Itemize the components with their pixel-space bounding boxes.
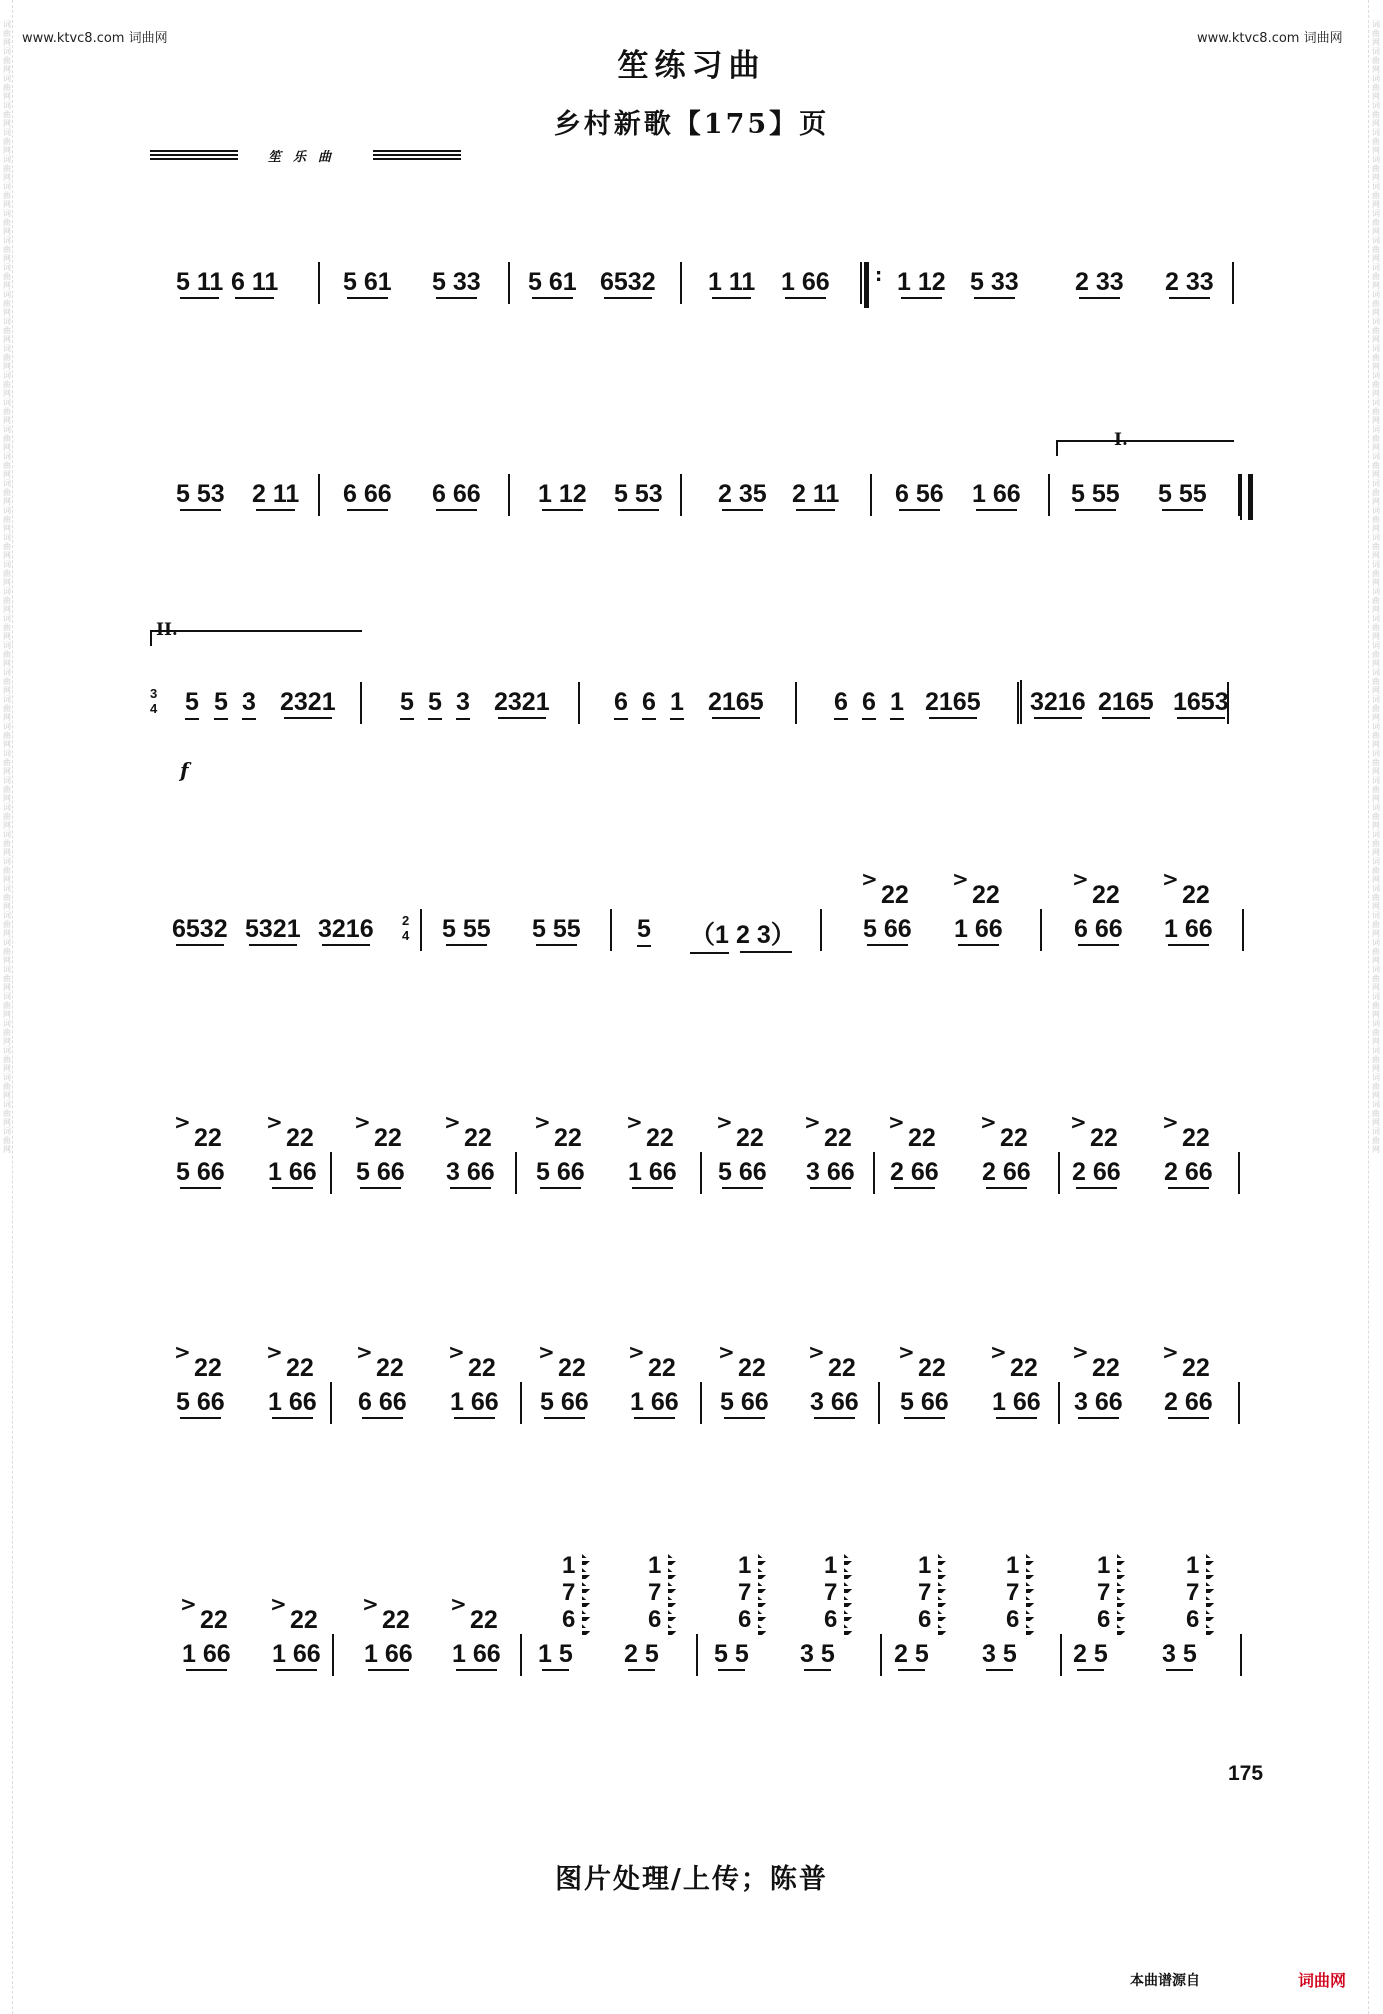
upper-note-group: 22 [470, 1606, 498, 1634]
note-group: 2 11 [252, 480, 300, 508]
barline [1048, 474, 1050, 516]
barline [680, 262, 682, 304]
note-group: 3 [456, 688, 470, 720]
accent-mark: > [808, 1340, 825, 1364]
note-group: 1 66 [450, 1388, 499, 1416]
note-group: 5 66 [536, 1158, 585, 1186]
accent-mark: > [952, 867, 969, 891]
note-group: 5 66 [720, 1388, 769, 1416]
note-group: 2 66 [1164, 1388, 1213, 1416]
barline [873, 1152, 875, 1194]
accent-mark: > [1162, 1340, 1179, 1364]
note-group: 1 66 [1164, 915, 1213, 943]
upper-note-group: 22 [464, 1124, 492, 1152]
barline [360, 682, 362, 724]
note-group: 6 66 [343, 480, 392, 508]
barline [508, 474, 510, 516]
note-group: 2165 [1098, 688, 1154, 716]
note-group: 5 66 [356, 1158, 405, 1186]
score-system [0, 1100, 1383, 1210]
ending-bracket [1056, 440, 1234, 456]
accent-mark: > [174, 1340, 191, 1364]
accent-mark: > [1162, 1110, 1179, 1134]
accent-mark: > [266, 1340, 283, 1364]
note-group: 3 66 [806, 1158, 855, 1186]
note-group: 2 33 [1075, 268, 1124, 296]
upper-note-group: 22 [286, 1124, 314, 1152]
note-group: 3 5 [800, 1640, 835, 1668]
site-name-right: 词曲网 [1303, 31, 1343, 46]
page-title: 笙练习曲 [617, 48, 766, 84]
note-group: 2321 [280, 688, 336, 716]
note-group: 5 5 [714, 1640, 749, 1668]
upper-note-group: 22 [646, 1124, 674, 1152]
upper-note-group: 22 [558, 1354, 586, 1382]
note-group: 2165 [925, 688, 981, 716]
note-group: 1 66 [268, 1388, 317, 1416]
section-mark: 笙乐曲 [268, 150, 344, 165]
ending-label: II. [156, 620, 178, 640]
barline [1242, 909, 1244, 951]
barline [578, 682, 580, 724]
note-group: 3216 [318, 915, 374, 943]
barline [1058, 1152, 1060, 1194]
upper-note-group: 22 [376, 1354, 404, 1382]
accent-mark: > [180, 1592, 197, 1616]
arpeggio-mark [1026, 1554, 1034, 1642]
note-group: 5 55 [442, 915, 491, 943]
accent-mark: > [266, 1110, 283, 1134]
score-system [0, 867, 1383, 985]
score-system [0, 1552, 1383, 1675]
source-brand-link[interactable]: 词曲网 [1298, 1971, 1347, 1990]
note-group: 1 66 [268, 1158, 317, 1186]
upper-note-group: 22 [918, 1354, 946, 1382]
left-rule-decoration [150, 150, 238, 162]
note-group: 6532 [600, 268, 656, 296]
note-group: 5 11 [176, 268, 224, 296]
barline [1238, 1382, 1240, 1424]
arpeggio-mark [758, 1554, 766, 1642]
note-group: 3 66 [446, 1158, 495, 1186]
accent-mark: > [898, 1340, 915, 1364]
barline [520, 1634, 522, 1676]
page-number: 175 [1228, 1762, 1264, 1785]
ending-label: I. [1114, 430, 1128, 450]
note-group: 1 66 [272, 1640, 321, 1668]
chord-stack: 1 7 6 [1097, 1552, 1111, 1633]
upper-note-group: 22 [908, 1124, 936, 1152]
note-group: 2 5 [1073, 1640, 1108, 1668]
chord-stack: 1 7 6 [738, 1552, 752, 1633]
barline [680, 474, 682, 516]
barline [610, 909, 612, 951]
section-header [150, 146, 461, 165]
barline [318, 474, 320, 516]
upper-note-group: 22 [738, 1354, 766, 1382]
accent-mark: > [448, 1340, 465, 1364]
note-group: 6 [614, 688, 628, 720]
repeat-dots: : [875, 265, 887, 286]
note-group: 1653 [1173, 688, 1229, 716]
dynamic-mark: f [180, 758, 189, 782]
note-group: 5 66 [863, 915, 912, 943]
accent-mark: > [990, 1340, 1007, 1364]
note-group: 5 66 [900, 1388, 949, 1416]
barline [508, 262, 510, 304]
note-group: 1 66 [781, 268, 830, 296]
note-group: 1 66 [452, 1640, 501, 1668]
note-group: 1 66 [954, 915, 1003, 943]
page-subtitle: 乡村新歌【175】页 [553, 109, 830, 140]
note-group: 5 66 [540, 1388, 589, 1416]
note-group: 1 12 [897, 268, 946, 296]
note-group: 2 35 [718, 480, 767, 508]
note-group: 1 66 [364, 1640, 413, 1668]
note-group: 5 55 [532, 915, 581, 943]
note-group: 6 66 [358, 1388, 407, 1416]
note-group: 2 66 [982, 1158, 1031, 1186]
note-group: 5 53 [176, 480, 225, 508]
note-group: 2321 [494, 688, 550, 716]
barline [1238, 1152, 1240, 1194]
note-group: 1 5 [538, 1640, 573, 1668]
accent-mark: > [888, 1110, 905, 1134]
note-group: 1 12 [538, 480, 587, 508]
upload-credit: 图片处理/上传；陈普 [555, 1864, 828, 1895]
site-url-left[interactable]: www.ktvc8.com [22, 31, 125, 46]
barline [700, 1382, 702, 1424]
accent-mark: > [626, 1110, 643, 1134]
note-group: 5 55 [1071, 480, 1120, 508]
barline [332, 1634, 334, 1676]
barline [330, 1382, 332, 1424]
site-name-left: 词曲网 [128, 31, 168, 46]
accent-mark: > [980, 1110, 997, 1134]
barline [1017, 682, 1019, 724]
barline [700, 1152, 702, 1194]
note-group: 6 11 [231, 268, 279, 296]
site-url-right[interactable]: www.ktvc8.com [1197, 31, 1300, 46]
upper-note-group: 22 [828, 1354, 856, 1382]
accent-mark: > [716, 1110, 733, 1134]
note-group: 5 [214, 688, 228, 720]
chord-stack: 1 7 6 [824, 1552, 838, 1633]
accent-mark: > [1162, 867, 1179, 891]
barline [880, 1634, 882, 1676]
chord-stack: 1 7 6 [1006, 1552, 1020, 1633]
accent-mark: > [628, 1340, 645, 1364]
note-group: 5 53 [614, 480, 663, 508]
note-group: 5 66 [176, 1388, 225, 1416]
note-group: 5 [428, 688, 442, 720]
arpeggio-mark [668, 1554, 676, 1642]
note-group: 5 66 [176, 1158, 225, 1186]
accent-mark: > [538, 1340, 555, 1364]
left-side-watermark: 词曲网词曲网词曲网词曲网词曲网词曲网词曲网词曲网词曲网词曲网词曲网词曲网词曲网词曲网词曲网词曲网词曲网词曲网词曲网词曲网词曲网词曲网词曲网词曲网词曲网词曲网词曲网词曲网词曲网词曲网词曲网词曲网词曲网词曲网词曲网词曲网词曲网词曲网词曲网词曲网词曲网词曲网 [3, 20, 11, 1154]
barline [860, 262, 862, 304]
note-group: 5 33 [432, 268, 481, 296]
barline [795, 682, 797, 724]
barline [1040, 909, 1042, 951]
upper-note-group: 22 [972, 881, 1000, 909]
accent-mark: > [534, 1110, 551, 1134]
barline [1232, 262, 1234, 304]
barline [515, 1152, 517, 1194]
note-group: 5 61 [343, 268, 392, 296]
barline [1020, 680, 1022, 724]
note-group: 3 66 [1074, 1388, 1123, 1416]
arpeggio-mark [582, 1554, 590, 1642]
upper-note-group: 22 [1182, 1124, 1210, 1152]
note-group: 2 66 [890, 1158, 939, 1186]
note-group: 5 33 [970, 268, 1019, 296]
chord-stack: 1 7 6 [1186, 1552, 1200, 1633]
upper-note-group: 22 [286, 1354, 314, 1382]
upper-note-group: 22 [554, 1124, 582, 1152]
note-group: 2 66 [1072, 1158, 1121, 1186]
note-group: 1 [670, 688, 684, 720]
note-group: 2 33 [1165, 268, 1214, 296]
accent-mark: > [362, 1592, 379, 1616]
accent-mark: > [270, 1592, 287, 1616]
barline [318, 262, 320, 304]
note-group: 3 [242, 688, 256, 720]
score-system [0, 620, 1383, 782]
upper-note-group: 22 [290, 1606, 318, 1634]
repeat-end-barline [1248, 474, 1253, 520]
barline [820, 909, 822, 951]
upper-note-group: 22 [194, 1354, 222, 1382]
barline [1240, 1634, 1242, 1676]
note-group: 5 55 [1158, 480, 1207, 508]
note-group: 1 [890, 688, 904, 720]
barline [696, 1634, 698, 1676]
accent-mark: > [861, 867, 878, 891]
ending-bracket [150, 630, 362, 646]
accent-mark: > [174, 1110, 191, 1134]
upper-note-group: 22 [1092, 1354, 1120, 1382]
upper-note-group: 22 [1010, 1354, 1038, 1382]
note-group: 1 11 [708, 268, 756, 296]
barline [330, 1152, 332, 1194]
upper-note-group: 22 [881, 881, 909, 909]
note-group: 1 66 [182, 1640, 231, 1668]
upper-note-group: 22 [374, 1124, 402, 1152]
score-system [0, 430, 1383, 570]
accent-mark: > [450, 1592, 467, 1616]
accent-mark: > [1070, 1110, 1087, 1134]
accent-mark: > [1072, 867, 1089, 891]
time-signature: 3 4 [150, 686, 158, 716]
upper-note-group: 22 [1182, 1354, 1210, 1382]
note-group: （1 [690, 915, 729, 954]
upper-note-group: 22 [1000, 1124, 1028, 1152]
note-group: 2 66 [1164, 1158, 1213, 1186]
barline [1058, 1382, 1060, 1424]
note-group: 2 11 [792, 480, 840, 508]
arpeggio-mark [1206, 1554, 1214, 1642]
upper-note-group: 22 [824, 1124, 852, 1152]
note-group: 1 66 [972, 480, 1021, 508]
note-group: 2 5 [624, 1640, 659, 1668]
accent-mark: > [444, 1110, 461, 1134]
arpeggio-mark [844, 1554, 852, 1642]
upper-note-group: 22 [1090, 1124, 1118, 1152]
chord-stack: 1 7 6 [918, 1552, 932, 1633]
note-group: 1 66 [992, 1388, 1041, 1416]
note-group: 3 5 [982, 1640, 1017, 1668]
note-group: 6 56 [895, 480, 944, 508]
note-group: 6532 [172, 915, 228, 943]
note-group: 3 66 [810, 1388, 859, 1416]
upper-note-group: 22 [382, 1606, 410, 1634]
note-group: 2165 [708, 688, 764, 716]
upper-note-group: 22 [194, 1124, 222, 1152]
note-group: 1 66 [630, 1388, 679, 1416]
chord-stack: 1 7 6 [648, 1552, 662, 1633]
accent-mark: > [356, 1340, 373, 1364]
note-group: 6 [834, 688, 848, 720]
note-group: 5 66 [718, 1158, 767, 1186]
note-group: 6 66 [1074, 915, 1123, 943]
note-group: 5 61 [528, 268, 577, 296]
accent-mark: > [718, 1340, 735, 1364]
upper-note-group: 22 [1182, 881, 1210, 909]
accent-mark: > [804, 1110, 821, 1134]
right-rule-decoration [373, 150, 461, 162]
score-system [0, 248, 1383, 358]
source-label: 本曲谱源自 [1130, 1973, 1200, 1989]
repeat-start-barline [864, 262, 869, 308]
upper-note-group: 22 [468, 1354, 496, 1382]
note-group: 1 66 [628, 1158, 677, 1186]
note-group: 6 [862, 688, 876, 720]
right-side-watermark: 词曲网词曲网词曲网词曲网词曲网词曲网词曲网词曲网词曲网词曲网词曲网词曲网词曲网词曲网词曲网词曲网词曲网词曲网词曲网词曲网词曲网词曲网词曲网词曲网词曲网词曲网词曲网词曲网词曲网词曲网词曲网词曲网词曲网词曲网词曲网词曲网词曲网词曲网词曲网词曲网词曲网词曲网 [1372, 20, 1380, 1154]
arpeggio-mark [938, 1554, 946, 1642]
note-group: 3 5 [1162, 1640, 1197, 1668]
accent-mark: > [354, 1110, 371, 1134]
barline [878, 1382, 880, 1424]
score-system [0, 1330, 1383, 1440]
upper-note-group: 22 [648, 1354, 676, 1382]
note-group: 3216 [1030, 688, 1086, 716]
note-group: 6 [642, 688, 656, 720]
note-group: 2 3） [736, 915, 796, 951]
chord-stack: 1 7 6 [562, 1552, 576, 1633]
upper-note-group: 22 [736, 1124, 764, 1152]
barline-double [1240, 474, 1242, 520]
time-signature: 2 4 [402, 913, 410, 943]
note-group: 2 5 [894, 1640, 929, 1668]
upper-note-group: 22 [1092, 881, 1120, 909]
upper-note-group: 22 [200, 1606, 228, 1634]
note-group: 6 66 [432, 480, 481, 508]
barline [520, 1382, 522, 1424]
arpeggio-mark [1117, 1554, 1125, 1642]
note-group: 5 [185, 688, 199, 720]
accent-mark: > [1072, 1340, 1089, 1364]
note-group: 5 [400, 688, 414, 720]
note-group: 5 [637, 915, 651, 947]
note-group: 5321 [245, 915, 301, 943]
barline [420, 909, 422, 951]
barline [870, 474, 872, 516]
barline [1060, 1634, 1062, 1676]
